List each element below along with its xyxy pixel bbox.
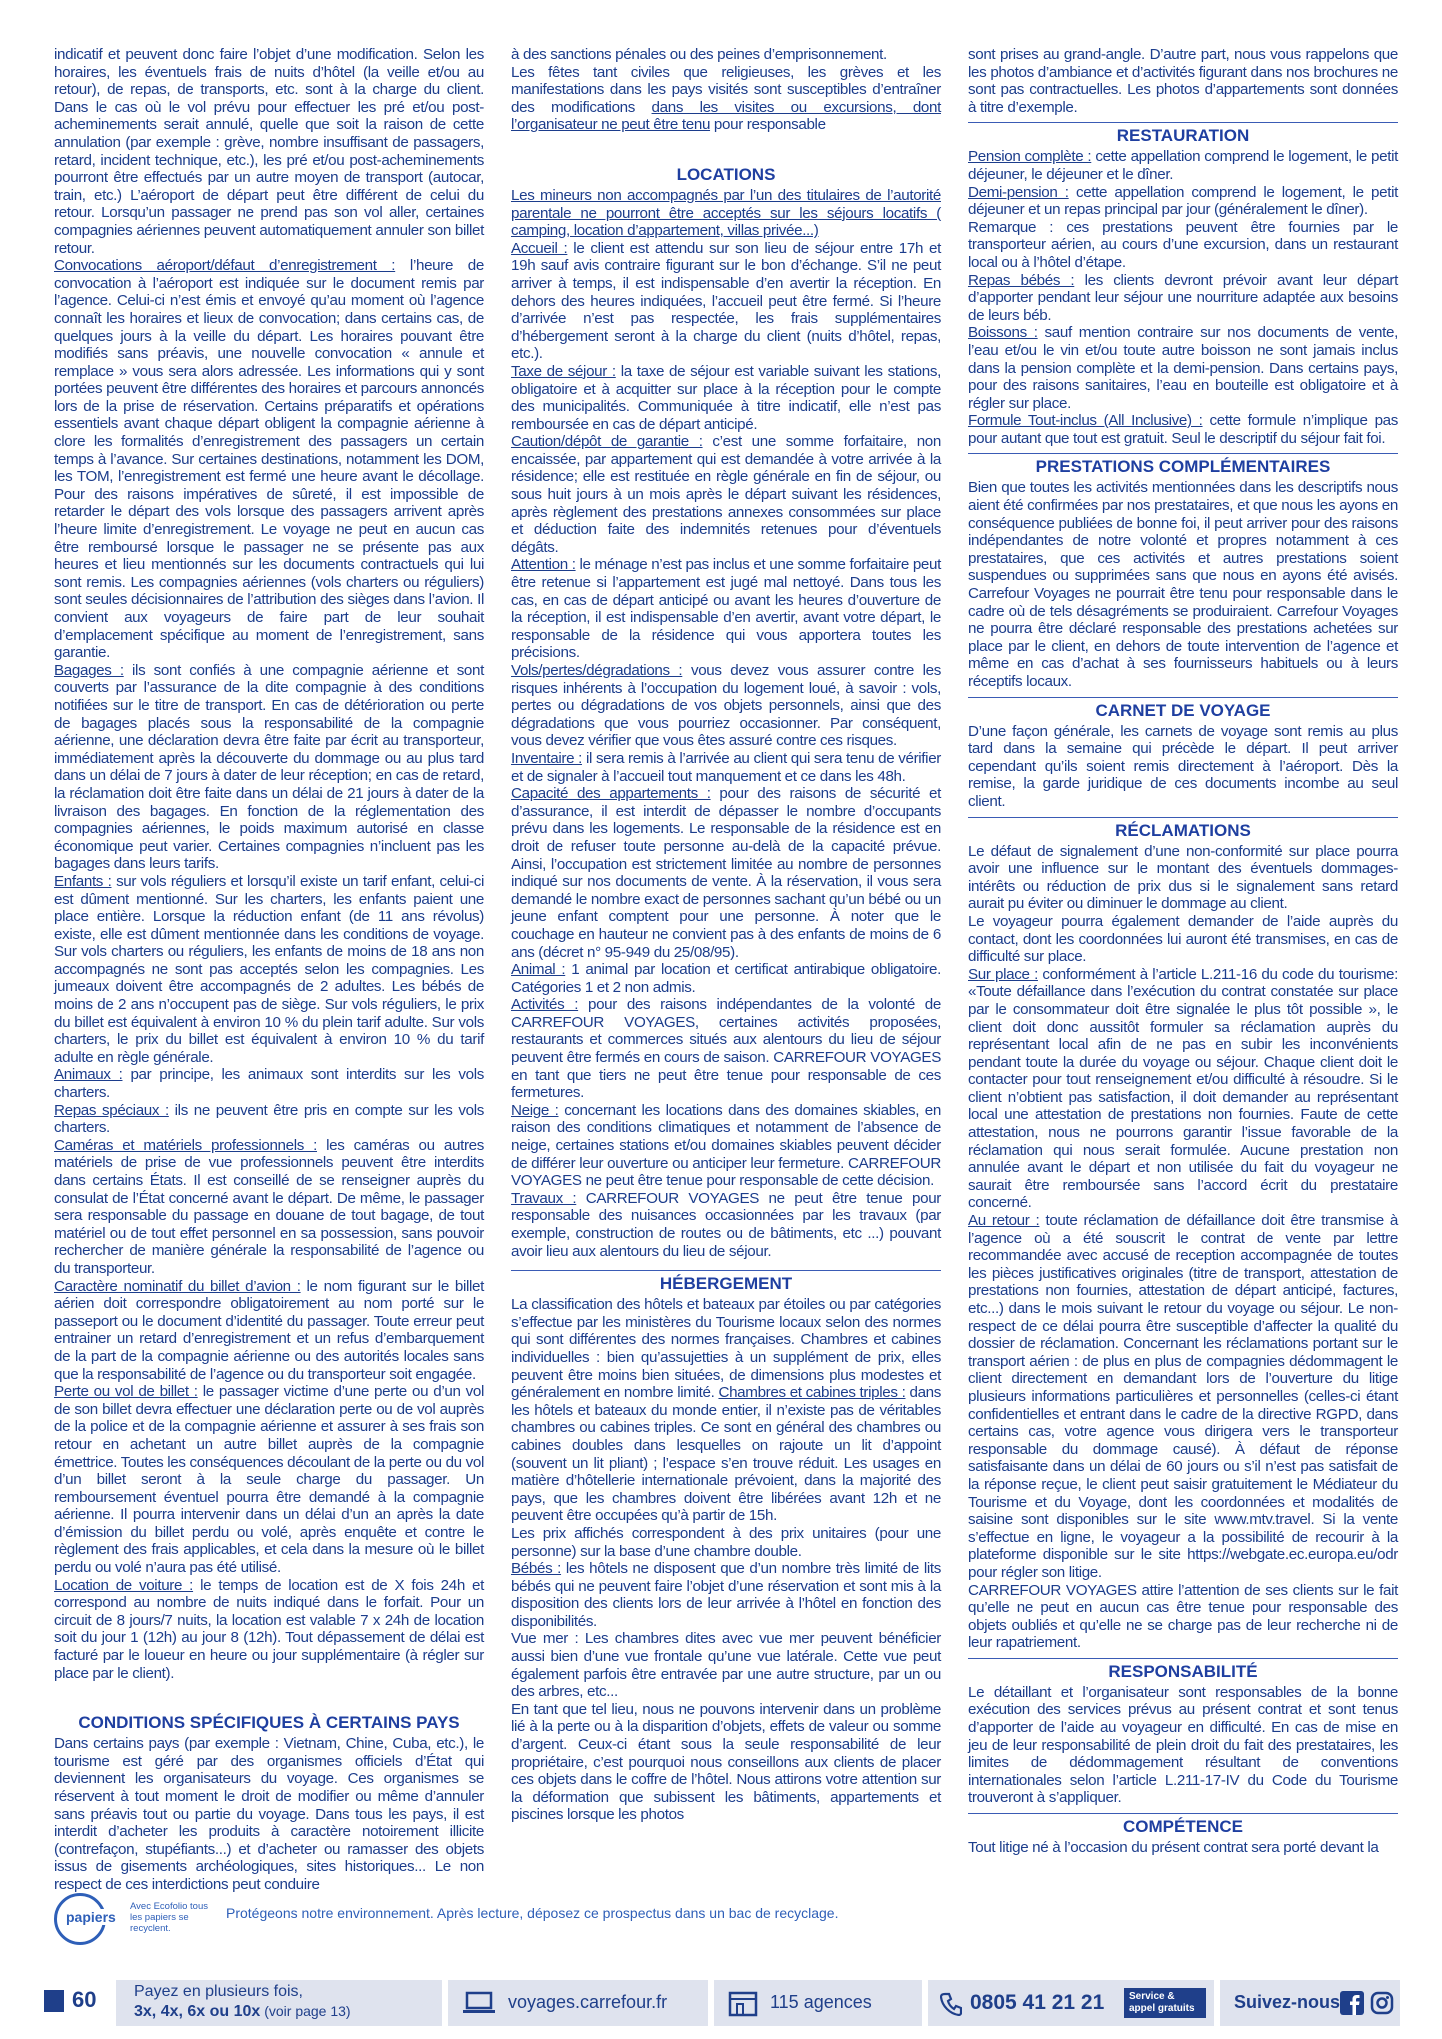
paragraph: Remarque : ces prestations peuvent être fournies par le transporteur aérien, au cours d’une excursion, dans un restaurant local ou à l’hôtel d’étape. xyxy=(968,218,1398,271)
term-label: Caméras et matériels professionnels : xyxy=(54,1136,318,1154)
section-title-locations: LOCATIONS xyxy=(676,164,776,184)
payment-line-1: Payez en plusieurs fois, xyxy=(134,1983,303,2000)
text: La classification des hôtels et bateaux par étoiles ou par catégories s’effectue par les ministères du Tourisme locaux selon des normes qui sont différentes des normes françaises. Chambres et cabines individuelles : bien qu’assujetties à un supplément de prix, elles peuvent être moins bien situées, de dimensions plus modestes et généralement en nombre limité. xyxy=(511,1296,941,1402)
term-label: Enfants : xyxy=(54,872,112,890)
section-title-restauration: RESTAURATION xyxy=(968,122,1398,146)
paragraph: Tout litige né à l’occasion du présent contrat sera porté devant la xyxy=(968,1839,1379,1857)
instagram-icon[interactable] xyxy=(1370,1991,1394,2015)
paragraph xyxy=(968,272,1398,325)
term-label: Formule Tout-inclus (All Inclusive) : xyxy=(968,412,1203,430)
service-badge: Service & appel gratuits xyxy=(1124,1988,1206,2018)
section-title-hebergement: HÉBERGEMENT xyxy=(511,1270,941,1294)
term-label: Demi-pension : xyxy=(968,183,1069,201)
paragraph xyxy=(54,1102,484,1137)
term-label: Inventaire : xyxy=(511,749,583,767)
term-text: pour des raisons de sécurité et d’assurance, il est interdit de dépasser le nombre d’occupants prévu dans les logements. Le responsable de la résidence est en droit de refuser toute personne au-delà de la capacité prévue. Ainsi, l’occupation est strictement limitée au nombre de personnes indiqué sur nos documents de vente. À la réservation, il vous sera demandé le nombre exact de personnes sachant qu’un bébé ou un jeune enfant comptent pour une personne. À noter que le couchage en hauteur ne convient pas à des enfants de moins de 6 ans (décret n° 95-949 du 25/08/95). xyxy=(511,785,942,961)
paragraph: Dans certains pays (par exemple : Vietnam, Chine, Cuba, etc.), le tourisme est géré par des organismes officiels d’État qui deviennent les organisateurs du voyage. Ces organismes se réservent à tout moment le droit de modifier ou même d’annuler sans préavis tout ou partie du voyage. Dans tous les pays, il est interdit d’acheter les produits à caractère notoirement illicite (contrefaçon, stupéfiants...) et d’acheter ou ramasser des objets issus de gisements archéologiques, sites historiques... Le non respect de ces interdictions peut conduire xyxy=(54,1735,484,1893)
term-text: l’heure de convocation à l’aéroport est indiquée sur le document remis par l’agence. Celui-ci n’est émis et envoyé qu’au moment où l’agence connaît les horaires et lieux de convocation; dans certains cas, de quelques jours à la veille du départ. Les horaires pouvant être modifiés sans préavis, une nouvelle convocation « annule et remplace » vous sera alors adressée. Les informations qui y sont portées peuvent être différentes des horaires et parcours annoncés lors de la prise de réservation. Certains préparatifs et opérations essentiels avant chaque départ obligent la compagnie aérienne à clore les formalités d’enregistrement des passagers un certain temps à l’avance. Sur certaines destinations, notamment les DOM, les TOM, l’enregistrement est fermé une heure avant le décollage. Pour des raisons impératives de sûreté, il est impossible de retarder le départ des vols lorsque des passagers arrivent après l’heure limite d’enregistrement. Le voyage ne peut en aucun cas être remboursé lorsque le passager ne se présente pas aux heures et lieu mentionnés sur les documents contractuels qui lui sont remis. Les compagnies aériennes (vols charters ou réguliers) sont seules décisionnaires de l’attribution des sièges dans l’avion. Il convient aux voyageurs de faire part de leur souhait d’emplacement spécifique au moment de l’enregistrement, sans garantie. xyxy=(54,257,484,662)
term-text: sauf mention contraire sur nos documents de vente, l’eau et/ou le vin et/ou toute autre boisson ne sont jamais inclus dans la pension complète et la demi-pension. Dans certains pays, pour des raisons sanitaires, l’eau en bouteille est obligatoire et à régler sur place. xyxy=(968,324,1398,412)
recycling-message: Protégeons notre environnement. Après lecture, déposez ce prospectus dans un bac de recyclage. xyxy=(226,1905,839,1921)
paragraph xyxy=(511,556,941,662)
website-link[interactable] xyxy=(448,1980,708,2026)
section-title-conditions: CONDITIONS SPÉCIFIQUES À CERTAINS PAYS xyxy=(78,1713,460,1733)
term-label: Pension complète : xyxy=(968,148,1092,166)
term-text: cette appellation comprend le logement, le petit déjeuner, le déjeuner et le dîner. xyxy=(968,148,1398,183)
paragraph: Les mineurs non accompagnés par l’un des titulaires de l’autorité parentale ne pourront être acceptés sur les séjours locatifs ( camping, location d’appartement, villas privée...) xyxy=(511,186,941,240)
paragraph: Les prix affichés correspondent à des prix unitaires (pour une personne) sur la base d’une chambre double. xyxy=(511,1524,941,1560)
paragraph xyxy=(511,785,941,961)
term-text: 1 animal par location et certificat antirabique obligatoire. Catégories 1 et 2 non admis. xyxy=(511,961,941,996)
term-label: Attention : xyxy=(511,556,576,574)
paragraph: Le voyageur pourra également demander de l’aide auprès du contact, dont les coordonnées lui auront été transmises, en cas de difficulté sur place. xyxy=(968,912,1398,966)
paragraph: CARREFOUR VOYAGES attire l’attention de ses clients sur le fait qu’elle ne peut en aucun cas être tenue pour responsable des objets oubliés et qu’elle ne se charge pas de leur recherche ni de leur rapatriement. xyxy=(968,1581,1398,1652)
phone-icon xyxy=(940,1992,962,2016)
term-text: concernant les locations dans des domaines skiables, en raison des conditions climatiques et notamment de l’absence de neige, certaines stations et/ou domaines skiables peuvent décider de différer leur ouverture ou anticiper leur fermeture. CARREFOUR VOYAGES ne peut être tenue pour responsable de cette décision. xyxy=(511,1101,941,1190)
column-middle xyxy=(511,46,941,1824)
paragraph xyxy=(511,996,941,1102)
term-label: Bébés : xyxy=(511,1560,562,1578)
paragraph xyxy=(511,961,941,996)
term-text: vous devez vous assurer contre les risques inhérents à l’occupation du logement loué, à savoir : vols, pertes ou dégradations de vos objets personnels, ainsi que des dégradations que vous pourriez occasionner. Par conséquent, vous devez vérifier que vous êtes assuré contre ces risques. xyxy=(511,662,941,750)
text: dans les hôtels et bateaux du monde entier, il n’existe pas de véritables chambres ou cabines triples. Ce sont en général des chambres ou cabines doubles dans lesquelles on rajoute un lit d’appoint (souvent un lit pliant) ; l’espace s’en trouve réduit. Les usages en matière d’hôtellerie internationale prévoient, dans la majorité des pays, que les chambres doivent être libérées avant 12h et ne peuvent être occupées qu’à partir de 15h. xyxy=(511,1384,942,1525)
term-label: Animal : xyxy=(511,961,566,979)
paragraph xyxy=(511,662,941,750)
store-icon xyxy=(728,1991,758,2017)
ecofolio-note: Avec Ecofolio tous les papiers se recyclent. xyxy=(130,1901,208,1934)
payment-options: 3x, 4x, 6x ou 10x xyxy=(134,2003,261,2020)
paragraph xyxy=(54,1278,484,1384)
phone-contact[interactable] xyxy=(928,1980,1214,2026)
paragraph xyxy=(511,750,941,785)
paragraph: sont prises au grand-angle. D’autre part, nous vous rappelons que les photos d’ambiance et d’activités figurant dans nos brochures ne sont pas contractuelles. Les photos d’appartements sont données à titre d’exemple. xyxy=(968,46,1398,116)
term-text: le passager victime d’une perte ou d’un vol de son billet devra effectuer une déclaration perte ou de vol auprès de la police et de la compagnie aérienne et assurer à ses frais son retour en achetant un autre billet auprès de la compagnie émettrice. Toutes les conséquences découlant de la perte ou du vol d’un billet seront à la seule charge du passager. Un remboursement éventuel pourra être demandé à la compagnie aérienne. Il pourra intervenir dans un délai d’un an après la date d’émission du billet perdu ou volé, après enquête et contre le règlement des frais applicables, et cela dans la mesure où le billet perdu ou volé n’aura pas été utilisé. xyxy=(54,1383,485,1577)
laptop-icon xyxy=(462,1991,496,2015)
paragraph xyxy=(54,873,484,1067)
term-label: Boissons : xyxy=(968,324,1038,342)
paragraph: indicatif et peuvent donc faire l’objet d’une modification. Selon les horaires, les éventuels frais de nuits d’hôtel (la veille et/ou au retour), de repas, de transports, etc. sont à la charge du client. Dans le cas où le vol prévu pour effectuer les pré et/ou post-acheminements serait annulé, quelle que soit la raison de cette annulation (par exemple : grève, nombre insuffisant de passagers, retard, incident technique, etc.), les pré et/ou post-acheminements pourront être effectués par un autre moyen de transport (autocar, train, etc.) L’aéroport de départ peut être différent de celui du retour. Lorsqu’un passager ne prend pas son vol aller, certaines compagnies aériennes peuvent automatiquement annuler son billet retour. xyxy=(54,46,484,257)
term-label: Vols/pertes/dégradations : xyxy=(511,662,683,679)
paragraph: Le défaut de signalement d’une non-conformité sur place pourra avoir une influence sur le montant des éventuels dommages-intérêts ou réduction de prix dus si le signalement sans retard aurait pu éviter ou diminuer le dommage au client. xyxy=(968,842,1398,913)
recycle-badge-label: papiers xyxy=(66,1909,116,1925)
term-text: pour des raisons indépendantes de la volonté de CARREFOUR VOYAGES, certaines activités proposées, restaurants et commerces situés aux alentours du lieu de séjour peuvent être fermés en cours de saison. CARREFOUR VOYAGES en tant que tiers ne peut être tenue pour responsable de ces fermetures. xyxy=(511,996,941,1102)
column-right xyxy=(968,46,1398,1857)
term-text: les hôtels ne disposent que d’un nombre très limité de lits bébés qui ne peuvent faire l’objet d’une réservation et sont mis à la disposition des clients lors de leur arrivée à l’hôtel en fonction des disponibilités. xyxy=(511,1560,941,1630)
paragraph xyxy=(511,240,941,363)
term-label: Repas spéciaux : xyxy=(54,1101,169,1119)
paragraph: Bien que toutes les activités mentionnées dans les descriptifs nous aient été confirmées par nos prestataires, et que nous les ayons en conséquence publiées de bonne foi, il peut arriver pour des raisons indépendantes de notre volonté et propres notamment à ces prestataires, que ces activités et autres prestations soient suspendues ou supprimées sans que nous en ayons été avisés. Carrefour Voyages ne pourrait être tenu pour responsable dans le cadre où de tels désagréments se produiraient. Carrefour Voyages ne pourra être déclaré responsable des prestations achetées sur place par le client, en dehors de toute intervention de l’agence et même en cas d’achat à ses fournisseurs habituels ou à leurs réceptifs locaux. xyxy=(968,479,1398,690)
column-left xyxy=(54,46,484,1894)
term-label: Repas bébés : xyxy=(968,271,1075,289)
paragraph xyxy=(54,1137,484,1278)
term-text: la taxe de séjour est variable suivant les stations, obligatoire et à acquitter sur place à la réception pour le compte des municipalités. Communiquée à titre indicatif, elle n’est pas remboursée en cas de départ anticipé. xyxy=(511,362,941,433)
term-label: Perte ou vol de billet : xyxy=(54,1383,198,1401)
paragraph xyxy=(54,662,484,873)
paragraph xyxy=(968,184,1398,219)
term-label: Neige : xyxy=(511,1101,559,1119)
term-label: Travaux : xyxy=(511,1189,577,1207)
section-title-carnet: CARNET DE VOYAGE xyxy=(968,697,1398,721)
text: pour responsable xyxy=(710,116,826,134)
term-text: le client est attendu sur son lieu de séjour entre 17h et 19h sauf avis contraire figurant sur le bon d’échange. S’il ne peut arriver à temps, il est indispensable d’en avertir la réception. En dehors des heures indiquées, l’accueil peut être fermé. Si l’heure d’arrivée n’est pas respectée, les frais supplémentaires d’hébergement seront à la charge du client (nuits d’hôtel, repas, etc.). xyxy=(511,239,942,363)
term-label: Accueil : xyxy=(511,239,568,257)
agencies-link[interactable] xyxy=(714,1980,922,2026)
paragraph xyxy=(968,148,1398,183)
term-text: conformément à l’article L.211-16 du code du tourisme: «Toute défaillance dans l’exécution du contrat constatée sur place par le consommateur doit être signalée le plus tôt possible », le client doit donc aussitôt formuler sa réclamation auprès du représentant local afin de ne pas en subir les inconvénients pendant toute la durée du voyage ou séjour. Chaque client doit le contacter pour tout renseignement et/ou difficulté à résoudre. Si le client n’obtient pas satisfaction, il doit demander au représentant local une attestation de prestations non fournies. Faute de cette attestation, nous ne pourrons garantir l’issue favorable de la réclamation qui nous serait formulée. Aucune prestation non annulée avant le départ et non utilisée du fait du voyageur ne saurait être remboursée sans l’accord écrit du prestataire concerné. xyxy=(968,965,1398,1212)
term-text: le temps de location est de X fois 24h et correspond au nombre de nuits indiqué dans le forfait. Pour un circuit de 8 jours/7 nuits, la location est valable 7 x 24h de location soit du jour 1 (12h) au jour 8 (12h). Tout dépassement de délai est facturé par le loueur en heure ou jour supplémentaire (à régler sur place par le client). xyxy=(54,1576,484,1682)
term-text: cette appellation comprend le logement, le petit déjeuner et un repas principal par jour (généralement le dîner). xyxy=(968,183,1398,219)
term-text: CARREFOUR VOYAGES ne peut être tenue pour responsable des nuisances occasionnées par les travaux (par exemple, construction de routes ou de bâtiments, etc ...) pouvant avoir lieu aux alentours du lieu de séjour. xyxy=(511,1189,942,1260)
term-text: toute réclamation de défaillance doit être transmise à l’agence où a été souscrit le contrat de vente par lettre recommandée avec accusé de reception accompagnée de toutes les pièces justificatives originales (titre de transport, attestation de prestations non fournies, attestation de départ anticipé, factures, etc...) dans le mois suivant le retour du voyage ou séjour. Le non-respect de ce délai pourra être susceptible d’affecter la qualité du dossier de réclamation. Concernant les réclamations portant sur le transport aérien : de plus en plus de compagnies dédommagent le client directement en demandant lors de l’ouverture du litige plusieurs informations particulières et personnelles (celles-ci étant confidentielles et entrant dans le cadre de la directive RGPD, dans certains cas, votre agence vous dirigera vers le transporteur responsable du dommage causé). À défaut de réponse satisfaisante dans un délai de 60 jours ou s’il n’est pas satisfait de la réponse reçue, le client peut saisir gratuitement le Médiateur du Tourisme et du Voyage, dont les coordonnées et modalités de saisine sont disponibles sur le site www.mtv.travel. Si la vente s’effectue en ligne, le voyageur a la possibilité de recourir à la plateforme disponible sur le site https://webgate.ec.europa.eu/odr pour régler son litige. xyxy=(968,1212,1398,1581)
phone-number: 0805 41 21 21 xyxy=(970,1991,1105,2014)
section-title-competence: COMPÉTENCE xyxy=(968,1813,1398,1837)
paragraph xyxy=(968,412,1398,447)
term-label: Au retour : xyxy=(968,1212,1040,1230)
term-label: Activités : xyxy=(511,996,579,1014)
payment-line-2 xyxy=(134,2003,351,2021)
term-label: Chambres et cabines triples : xyxy=(718,1384,906,1402)
section-title-responsabilite: RESPONSABILITÉ xyxy=(968,1658,1398,1682)
paragraph xyxy=(54,1577,484,1683)
paragraph: Le détaillant et l’organisateur sont responsables de la bonne exécution des services prévus au présent contrat et sont tenus d’apporter de l’aide au voyageur en difficulté. En cas de mise en jeu de leur responsabilité de plein droit du fait des prestataires, les limites de dédommagement résultant de conventions internationales selon l’article L.211-17-IV du Code du Tourisme trouveront à s’appliquer. xyxy=(968,1683,1398,1807)
term-text: cette formule n’implique pas pour autant que tout est gratuit. Seul le descriptif du séjour fait foi. xyxy=(968,412,1399,447)
paragraph: D’une façon générale, les carnets de voyage sont remis au plus tard dans la semaine qui précède le départ. Il peut arriver cependant qu’ils soient remis directement à l’aéroport. Dès la remise, la garde juridique de ces documents incombe au seul client. xyxy=(968,722,1398,810)
page-number: 60 xyxy=(72,1987,97,2012)
term-label: Convocations aéroport/défaut d’enregistrement : xyxy=(54,257,396,275)
paragraph xyxy=(968,1212,1398,1581)
text: Les fêtes tant civiles que religieuses, les grèves et les manifestations dans les pays visités sont susceptibles d’entraîner des modifications xyxy=(511,63,941,116)
page-marker xyxy=(44,1990,64,2012)
term-text: les clients devront prévoir avant leur départ d’apporter pendant leur séjour une nourriture adaptée aux besoins de leurs béb. xyxy=(968,271,1398,324)
term-label: Sur place : xyxy=(968,965,1038,983)
section-title-reclamations: RÉCLAMATIONS xyxy=(968,817,1398,841)
term-text: le nom figurant sur le billet aérien doit correspondre obligatoirement au nom porté sur le passeport ou le document d’identité du passager. Toute erreur peut entrainer un retard d’enregistrement et un refus d’embarquement de la part de la compagnie aérienne ou des autorités locales sans que la responsabilité de l’agence ou du transporteur soit engagée. xyxy=(54,1277,485,1383)
term-text: le ménage n’est pas inclus et une somme forfaitaire peut être retenue si l’appartement est jugé mal nettoyé. Dans tous les cas, en cas de départ anticipé ou avant les heures d’ouverture de la réception, il est indispensable d’en avertir, avant votre départ, le responsable de la résidence qui vous apportera toutes les précisions. xyxy=(511,556,941,662)
term-label: Caution/dépôt de garantie : xyxy=(511,433,703,451)
paragraph xyxy=(54,1066,484,1101)
section-title-prestations: PRESTATIONS COMPLÉMENTAIRES xyxy=(968,453,1398,477)
paragraph xyxy=(511,1190,941,1260)
term-text: ils ne peuvent être pris en compte sur les vols charters. xyxy=(54,1101,484,1137)
term-text: c’est une somme forfaitaire, non encaissée, par appartement qui est demandée à votre arrivée à la résidence; elle est restituée en règle générale en fin de séjour, ou sous huit jours à un mois après le départ suivant les résidences, après règlement des prestations annexes consommées sur place et déduction faite des indemnités retenues pour d’éventuels dégâts. xyxy=(511,433,941,556)
agencies-text: 115 agences xyxy=(770,1992,872,2012)
paragraph xyxy=(511,1102,941,1190)
paragraph xyxy=(511,363,941,433)
paragraph: Vue mer : Les chambres dites avec vue mer peuvent bénéficier aussi bien d’une vue frontale qu’une vue latérale. Cette vue peut également parfois être entravée par une autre structure, par un ou des arbres, etc... xyxy=(511,1630,941,1701)
paragraph xyxy=(511,433,941,556)
paragraph: En tant que tel lieu, nous ne pouvons intervenir dans un problème lié à la perte ou à la disparition d’objets, effets de valeur ou somme d’argent. Ceux-ci étant sous la seule responsabilité de leur propriétaire, c’est pourquoi nous conseillons aux clients de placer ces objets dans le coffre de l’hôtel. Nous attirons votre attention sur la déformation que subissent les bâtiments, appartements et piscines lorsque les photos xyxy=(511,1700,941,1824)
social-follow xyxy=(1220,1980,1400,2026)
paragraph xyxy=(54,1383,484,1577)
term-label: Location de voiture : xyxy=(54,1576,194,1594)
term-text: les caméras ou autres matériels de prise de vue professionnels peuvent être interdits dans certains États. Il est conseillé de se renseigner auprès du consulat de l’État concerné avant le départ. De même, le passager sera responsable du passage en douane de tout bagage, de tout matériel ou de tout effet personnel en sa possession, sans pouvoir rechercher de manière générale la responsabilité de l’agence ou du transporteur. xyxy=(54,1136,484,1277)
paragraph xyxy=(511,1296,941,1525)
term-text: ils sont confiés à une compagnie aérienne et sont couverts par l’assurance de la dite compagnie à des conditions notifiées sur le titre de transport. En cas de détérioration ou perte de bagages placés sous la responsabilité de la compagnie aérienne, une déclaration devra être faite par écrit au transporteur, immédiatement après la découverte du dommage ou au plus tard dans un délai de 7 jours à dater de leur réception; en cas de retard, la réclamation doit être faite dans un délai de 21 jours à dater de la livraison des bagages. En fonction de la réglementation des compagnies aériennes, le poids maximum autorisé en classe économique peut varier. Certaines compagnies n’incluent pas les bagages dans leurs tarifs. xyxy=(54,661,484,873)
footer-bar xyxy=(44,1980,1400,2026)
term-label: Bagages : xyxy=(54,661,124,679)
term-text: il sera remis à l’arrivée au client qui sera tenu de vérifier et de signaler à l’accueil tout manquement et ce dans les 48h. xyxy=(511,749,942,785)
recycling-notice xyxy=(54,1893,1384,1949)
follow-label: Suivez-nous xyxy=(1234,1992,1341,2012)
term-text: par principe, les animaux sont interdits sur les vols charters. xyxy=(54,1066,484,1102)
term-label: Caractère nominatif du billet d’avion : xyxy=(54,1277,301,1295)
payment-page-ref: (voir page 13) xyxy=(260,2003,351,2019)
paragraph xyxy=(511,64,941,134)
underlined-text: dans les visites ou excursions, dont l’organisateur ne peut être tenu xyxy=(511,98,941,134)
website-text: voyages.carrefour.fr xyxy=(508,1992,668,2012)
term-text: sur vols réguliers et lorsqu’il existe un tarif enfant, celui-ci est dûment mentionné. Sur les charters, les enfants paient une place entière. Lorsque la réduction enfant (de 11 ans révolus) existe, elle est dûment mentionnée dans les conditions de voyage. Sur vols charters ou réguliers, les enfants de moins de 18 ans non accompagnés ne sont pas acceptés selon les compagnies. Les jumeaux doivent être accompagnés de 2 adultes. Les bébés de moins de 2 ans n’occupent pas de siège. Sur vols réguliers, le prix du billet est équivalent à environ 10 % du plein tarif adulte. Sur vols charters, le prix du billet est équivalent à environ 10 % du tarif adulte en règle générale. xyxy=(54,872,485,1066)
payment-info xyxy=(116,1980,442,2026)
paragraph xyxy=(54,257,484,662)
term-label: Animaux : xyxy=(54,1066,123,1084)
paragraph: à des sanctions pénales ou des peines d’emprisonnement. xyxy=(511,46,887,63)
term-label: Capacité des appartements : xyxy=(511,785,711,803)
term-label: Taxe de séjour : xyxy=(511,362,616,380)
paragraph xyxy=(968,324,1398,412)
paragraph xyxy=(511,1560,941,1630)
paragraph xyxy=(968,966,1398,1212)
facebook-icon[interactable] xyxy=(1340,1991,1364,2015)
